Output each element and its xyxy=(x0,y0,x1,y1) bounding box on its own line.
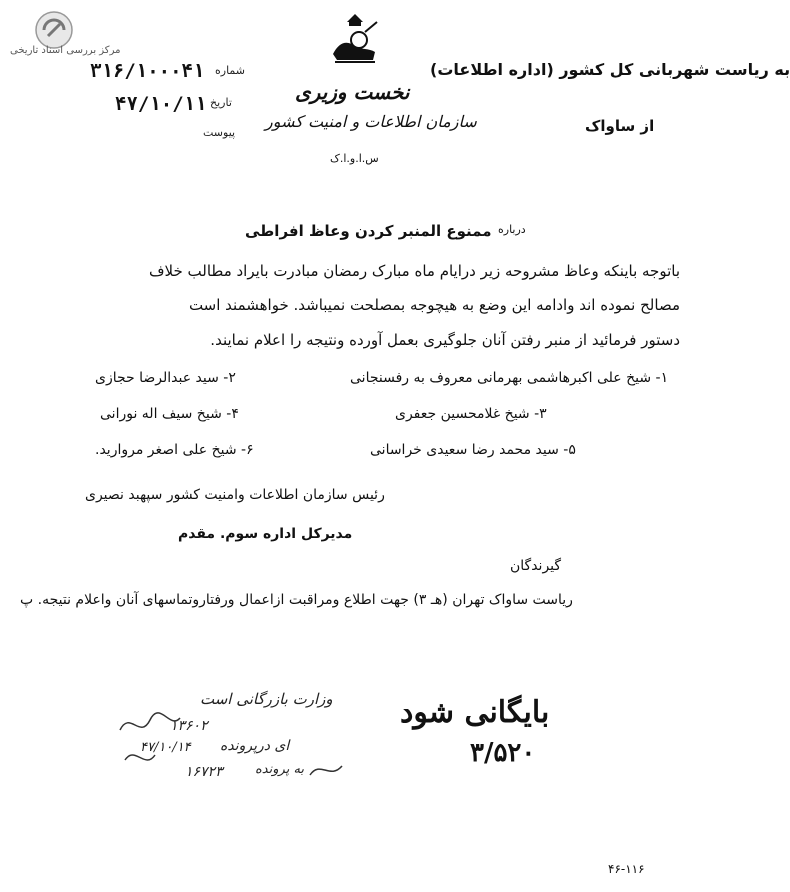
recipients-label: گیرندگان xyxy=(510,558,562,574)
address-to: به ریاست شهربانی کل کشور (اداره اطلاعات) xyxy=(430,60,790,79)
body-line: مصالح نموده اند وادامه این وضع به هیچوجه بمصلحت نمیباشد. خواهشمند است xyxy=(188,296,680,314)
archive-stamp-text: بایگانی شود xyxy=(400,695,550,730)
footer-reference: ۴۶-۱۱۶ xyxy=(608,862,645,876)
body-line: باتوجه باینکه وعاظ مشروحه زیر درایام ماه مبارک رمضان مبادرت بایراد مطالب خلاف xyxy=(148,262,680,280)
list-item: ۱- شیخ علی اکبرهاشمی بهرمانی معروف به رفسنجانی xyxy=(350,370,669,386)
attachment-label: پیوست xyxy=(203,126,236,139)
subject-label: درباره xyxy=(498,223,526,236)
list-item: ۳- شیخ غلامحسین جعفری xyxy=(395,406,547,422)
director-general: مدیرکل اداره سوم. مقدم xyxy=(178,526,353,542)
handwritten-note: ای درپرونده xyxy=(220,738,290,754)
date-label: تاریخ xyxy=(210,96,232,109)
organization-name: سازمان اطلاعات و امنیت کشور xyxy=(265,112,477,131)
address-from: از ساواک xyxy=(585,117,655,135)
signatory-title: رئیس سازمان اطلاعات وامنیت کشور سپهبد نصیری xyxy=(85,487,385,503)
number-label: شماره xyxy=(215,64,246,77)
number-value: ۳۱۶/۱۰۰۰۴۱ xyxy=(90,60,205,82)
archive-name: مرکز بررسی اسناد تاریخی xyxy=(10,45,121,56)
list-item: ۲- سید عبدالرضا حجازی xyxy=(95,370,236,386)
prime-ministry-title: نخست وزیری xyxy=(295,80,410,104)
date-value: ۴۷/۱۰/۱۱ xyxy=(115,93,207,115)
handwritten-note: وزارت بازرگانی است xyxy=(200,690,333,708)
list-item: ۶- شیخ علی اصغر مروارید. xyxy=(95,442,254,458)
list-item: ۴- شیخ سیف اله نورانی xyxy=(100,406,239,422)
handwritten-note: ۱۳۶۰۲ xyxy=(170,718,208,734)
handwritten-signature xyxy=(110,700,350,790)
list-item: ۵- سید محمد رضا سعیدی خراسانی xyxy=(370,442,576,458)
archive-number: ۳/۵۲۰ xyxy=(470,738,536,768)
handwritten-note: ۴۷/۱۰/۱۴ xyxy=(140,740,191,755)
subject-text: ممنوع المنبر کردن وعاظ افراطی xyxy=(245,222,492,240)
archive-logo-icon xyxy=(34,10,74,50)
organization-code: س.ا.و.ا.ک xyxy=(330,152,379,165)
recipients-line: ریاست ساواک تهران (هـ ۳) جهت اطلاع ومراقبت ازاعمال ورفتاروتماسهای آنان واعلام نتیجه. پ xyxy=(20,592,573,608)
body-line: دستور فرمائید از منبر رفتن آنان جلوگیری بعمل آورده ونتیجه را اعلام نمایند. xyxy=(210,331,680,349)
handwritten-note: به پرونده xyxy=(255,762,305,777)
lion-and-sun-icon xyxy=(325,12,385,72)
handwritten-note: ۱۶۷۲۳ xyxy=(185,764,223,780)
